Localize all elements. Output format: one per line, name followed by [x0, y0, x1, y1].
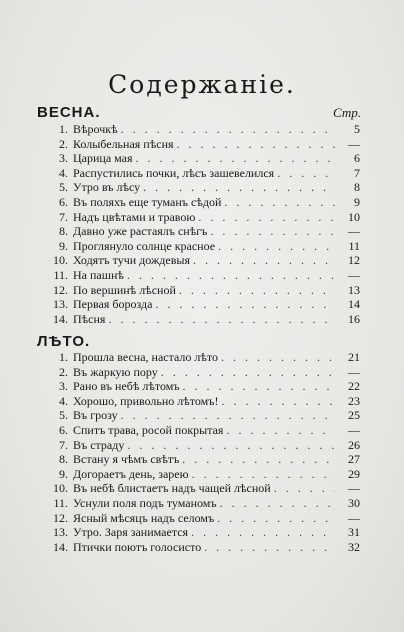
section-heading-label: ЛѢТО. [37, 333, 91, 350]
toc-entry [52, 511, 360, 526]
toc-entry-page: 9 [354, 194, 360, 209]
toc-entry-title: Первая борозда [73, 297, 153, 312]
toc-entry-page: 13 [348, 282, 360, 297]
toc-entry-page: 14 [348, 297, 360, 312]
toc-entry-title: Рано въ небѣ лѣтомъ [73, 379, 180, 394]
toc-entry-page: — [348, 422, 360, 437]
dot-leader [121, 122, 335, 137]
dot-leader [226, 423, 335, 438]
toc-entry-title: Уснули поля подъ туманомъ [73, 495, 217, 510]
toc-entry-title: Въ страду [73, 437, 125, 452]
dot-leader [210, 224, 335, 239]
toc-entry-number: 8. [59, 452, 68, 467]
toc-entry-title: Встану я чѣмъ свѣтъ [73, 452, 180, 467]
toc-entry [52, 224, 360, 239]
toc-entry-title: Пѣсня [73, 311, 106, 326]
toc-entry-page: 21 [348, 350, 360, 364]
dot-leader [143, 180, 335, 195]
toc-entry-page: — [348, 510, 360, 525]
toc-entry [52, 122, 360, 137]
toc-entry-page: 31 [348, 525, 360, 540]
toc-entry [52, 394, 360, 409]
toc-entry-number: 4. [59, 393, 68, 408]
dot-leader [217, 511, 335, 526]
toc-entry-number: 13. [53, 297, 68, 312]
page-title: Содержаніе. [108, 70, 296, 99]
toc-entry-page: 27 [348, 452, 360, 467]
toc-entry-page: 22 [348, 379, 360, 394]
toc-entry-title: Царица мая [73, 151, 133, 166]
dot-leader [192, 467, 335, 482]
dot-leader [198, 210, 335, 225]
toc-entry-title: Утро въ лѣсу [73, 180, 141, 195]
toc-entry-title: Надъ цвѣтами и травою [73, 209, 196, 224]
toc-entry-number: 5. [59, 408, 68, 423]
toc-entry-number: 9. [59, 466, 68, 481]
toc-entry-page: 25 [348, 408, 360, 423]
toc-entry-page: — [348, 364, 360, 379]
toc-entry-title: Въ небѣ блистаетъ надъ чащей лѣсной [73, 481, 271, 496]
dot-leader [179, 283, 335, 298]
toc-entry-number: 2. [59, 364, 68, 379]
toc-entry-page: 23 [348, 393, 360, 408]
toc-entry [52, 166, 360, 181]
toc-list-summer [52, 350, 360, 554]
toc-entry-number: 14. [53, 539, 68, 554]
dot-leader [136, 151, 335, 166]
toc-entry-title: На пашнѣ [73, 267, 124, 282]
toc-entry-page: 7 [354, 165, 360, 180]
section-heading-spring [37, 104, 361, 121]
toc-entry [52, 481, 360, 496]
dot-leader [183, 379, 335, 394]
toc-entry-page: 8 [354, 180, 360, 195]
toc-entry-page: — [348, 224, 360, 239]
toc-entry-page: 26 [348, 437, 360, 452]
toc-entry [52, 423, 360, 438]
toc-entry-number: 7. [59, 437, 68, 452]
toc-entry-page: 6 [354, 151, 360, 166]
toc-entry-title: Прошла весна, настало лѣто [73, 350, 218, 364]
page-column-label: Стр. [333, 105, 361, 120]
toc-entry [52, 239, 360, 254]
dot-leader [155, 297, 335, 312]
toc-entry [52, 467, 360, 482]
dot-leader [204, 540, 335, 555]
toc-entry-page: 11 [348, 238, 360, 253]
toc-entry-number: 10. [53, 253, 68, 268]
toc-entry [52, 151, 360, 166]
dot-leader [218, 239, 335, 254]
toc-entry-number: 10. [53, 481, 68, 496]
toc-entry-page: 5 [354, 122, 360, 136]
toc-entry [52, 452, 360, 467]
toc-entry [52, 408, 360, 423]
toc-entry [52, 195, 360, 210]
toc-entry-number: 12. [53, 510, 68, 525]
toc-entry-title: Спитъ трава, росой покрытая [73, 422, 224, 437]
toc-entry-number: 8. [59, 224, 68, 239]
toc-entry-title: Догораетъ день, зарею [73, 466, 189, 481]
toc-entry-number: 12. [53, 282, 68, 297]
toc-entry-title: Хорошо, привольно лѣтомъ! [73, 393, 219, 408]
toc-entry-title: Птички поютъ голосисто [73, 539, 202, 554]
dot-leader [108, 312, 335, 327]
dot-leader [277, 166, 335, 181]
toc-entry [52, 438, 360, 453]
dot-leader [161, 365, 335, 380]
toc-entry [52, 525, 360, 540]
toc-entry-page: — [348, 267, 360, 282]
toc-entry-number: 6. [59, 422, 68, 437]
dot-leader [121, 408, 335, 423]
toc-entry-title: Колыбельная пѣсня [73, 136, 174, 151]
toc-entry [52, 180, 360, 195]
toc-entry-title: Проглянуло солнце красное [73, 238, 216, 253]
toc-entry-page: 30 [348, 495, 360, 510]
toc-list-spring [52, 122, 360, 326]
toc-entry-number: 4. [59, 165, 68, 180]
dot-leader [177, 137, 335, 152]
dot-leader [220, 496, 335, 511]
dot-leader [193, 253, 335, 268]
section-heading-label: ВЕСНА. [37, 104, 101, 121]
toc-entry-number: 3. [59, 379, 68, 394]
toc-entry-title: По вершинѣ лѣсной [73, 282, 176, 297]
toc-entry [52, 496, 360, 511]
toc-entry-title: Въ жаркую пору [73, 364, 158, 379]
toc-entry [52, 283, 360, 298]
toc-entry-page: 12 [348, 253, 360, 268]
toc-entry [52, 540, 360, 555]
toc-entry-number: 5. [59, 180, 68, 195]
section-heading-summer [37, 333, 361, 350]
toc-entry-number: 11. [53, 267, 68, 282]
toc-entry-number: 13. [53, 525, 68, 540]
toc-entry-page: — [348, 481, 360, 496]
toc-entry-title: Распустились почки, лѣсъ зашевелился [73, 165, 275, 180]
toc-entry [52, 210, 360, 225]
toc-entry [52, 268, 360, 283]
toc-entry-title: Въ поляхъ еще туманъ сѣдой [73, 194, 222, 209]
dot-leader [127, 268, 335, 283]
toc-entry-number: 6. [59, 194, 68, 209]
toc-entry-page: 10 [348, 209, 360, 224]
toc-entry-number: 9. [59, 238, 68, 253]
toc-entry-number: 1. [59, 122, 68, 136]
toc-entry-number: 7. [59, 209, 68, 224]
dot-leader [274, 481, 335, 496]
dot-leader [221, 394, 335, 409]
toc-entry-number: 14. [53, 311, 68, 326]
toc-entry-title: Ходятъ тучи дождевыя [73, 253, 190, 268]
toc-entry [52, 350, 360, 365]
toc-entry-page: — [348, 136, 360, 151]
toc-entry [52, 312, 360, 327]
dot-leader [191, 525, 335, 540]
toc-entry-page: 16 [348, 311, 360, 326]
toc-entry-page: 29 [348, 466, 360, 481]
toc-entry-title: Утро. Заря занимается [73, 525, 189, 540]
dot-leader [182, 452, 335, 467]
toc-entry-title: Вѣрочкѣ [73, 122, 118, 136]
toc-entry [52, 379, 360, 394]
toc-entry-title: Въ грозу [73, 408, 118, 423]
toc-entry-number: 11. [53, 495, 68, 510]
toc-entry [52, 137, 360, 152]
toc-entry [52, 365, 360, 380]
toc-entry-title: Ясный мѣсяцъ надъ селомъ [73, 510, 215, 525]
toc-entry-number: 2. [59, 136, 68, 151]
toc-entry-number: 1. [59, 350, 68, 364]
toc-entry-title: Давно уже растаялъ снѣгъ [73, 224, 208, 239]
dot-leader [224, 195, 335, 210]
toc-entry-number: 3. [59, 151, 68, 166]
toc-entry-page: 32 [348, 539, 360, 554]
toc-entry [52, 253, 360, 268]
dot-leader [221, 350, 335, 365]
dot-leader [127, 438, 335, 453]
toc-entry [52, 297, 360, 312]
